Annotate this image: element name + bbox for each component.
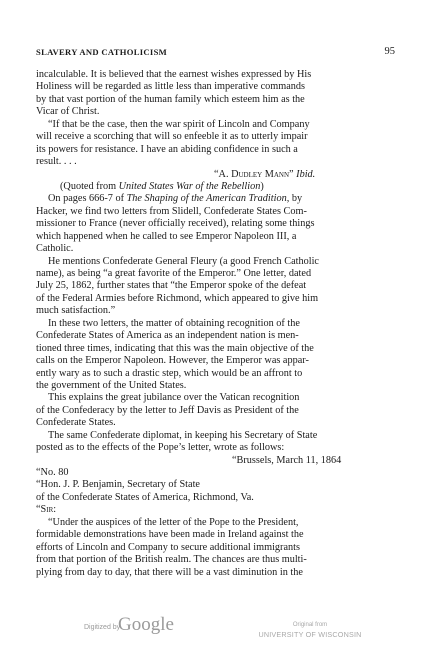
scan-footer [0, 614, 433, 644]
text-line: will receive a scorching that will so enfeeble it as to utterly impair [36, 131, 308, 143]
text-line: ently wary as to such a drastic step, which would be an affront to [36, 367, 303, 379]
running-title: SLAVERY AND CATHOLICISM [36, 47, 168, 57]
text-line: formidable demonstrations have been made in Ireland against the [36, 529, 304, 541]
signature-line [36, 169, 394, 181]
ibid-citation: Ibid. [296, 168, 316, 180]
digitized-by-label: Digitized by [84, 624, 121, 631]
letter-addressee: of the Confederate States of America, Richmond, Va. [36, 491, 254, 503]
text-line: “If that be the case, then the war spirit of Lincoln and Company [48, 118, 310, 130]
text-line: July 25, 1862, further states that “the Emperor spoke of the defeat [36, 280, 307, 292]
text-line: result. . . . [36, 156, 77, 168]
book-title: The Shaping of the American Tradition, [126, 193, 290, 205]
citation-line [36, 181, 394, 193]
text-line: Vicar of Christ. [36, 106, 100, 118]
text-line: plying from day to day, that there will be a vast diminution in the [36, 566, 303, 578]
text-line: of the Confederacy by the letter to Jeff Davis as President of the [36, 404, 299, 416]
text-line: much satisfaction.” [36, 305, 116, 317]
google-logo: Google [118, 614, 174, 635]
original-from-label: Original from [292, 622, 328, 628]
citation-prefix: (Quoted from [60, 180, 119, 192]
letter-number: “No. 80 [36, 467, 69, 478]
text-line: from that portion of the British realm. The chances are thus multi- [36, 554, 307, 566]
text-line: its powers for resistance. I have an abiding confidence in such a [36, 143, 298, 155]
text-line: missioner to France (never officially received), relating some things [36, 218, 315, 230]
letter-dateline: “Brussels, March 11, 1864 [232, 454, 342, 466]
text-line: name), as being “a great favorite of the Emperor.” One letter, dated [36, 268, 312, 279]
institution-label: UNIVERSITY OF WISCONSIN [258, 630, 362, 639]
text-line: Confederate States of America as an independent nation is men- [36, 330, 299, 342]
text-line: efforts of Lincoln and Company to secure additional immigrants [36, 541, 300, 553]
text-line: the government of the United States. [36, 379, 187, 391]
letter-salutation: “Sir: [36, 504, 57, 516]
text-line: of the Federal Armies before Richmond, which appeared to give him [36, 292, 319, 304]
text-line: tioned three times, indicating that this was the main objective of the [36, 342, 314, 354]
citation-suffix: ) [260, 180, 264, 192]
text-line: which happened when he called to see Emperor Napoleon III, a [36, 230, 297, 242]
text-line: by that vast portion of the human family which esteem him as the [36, 93, 305, 105]
text-line: Holiness will be regarded as little less than imperative commands [36, 81, 305, 93]
text-line: Hacker, we find two letters from Slidell, Confederate States Com- [36, 205, 307, 217]
text-line: incalculable. It is believed that the earnest wishes expressed by His [36, 69, 312, 80]
signature-name: “A. Dudley Mann” [214, 168, 294, 180]
text-line: In these two letters, the matter of obtaining recognition of the [48, 317, 300, 329]
page-body [36, 69, 394, 579]
citation-title: United States War of the Rebellion [118, 180, 261, 192]
text-line: “Under the auspices of the letter of the Pope to the President, [48, 516, 299, 528]
letter-addressee: “Hon. J. P. Benjamin, Secretary of State [36, 479, 200, 491]
text-line: He mentions Confederate General Fleury (a good French Catholic [48, 255, 319, 267]
text-line: The same Confederate diplomat, in keeping his Secretary of State [48, 429, 318, 441]
running-header [36, 47, 395, 61]
text-line: Confederate States. [36, 417, 116, 429]
text-fragment: On pages 666-7 of [48, 193, 127, 205]
page-number: 95 [384, 46, 395, 57]
text-fragment: by [289, 193, 303, 205]
text-line: posted as to the effects of the Pope’s letter, wrote as follows: [36, 442, 285, 454]
text-line: Catholic. [36, 243, 74, 255]
text-line: This explains the great jubilance over the Vatican recognition [48, 392, 300, 404]
text-line [36, 193, 394, 205]
text-line: calls on the Emperor Napoleon. However, the Emperor was appar- [36, 355, 309, 367]
